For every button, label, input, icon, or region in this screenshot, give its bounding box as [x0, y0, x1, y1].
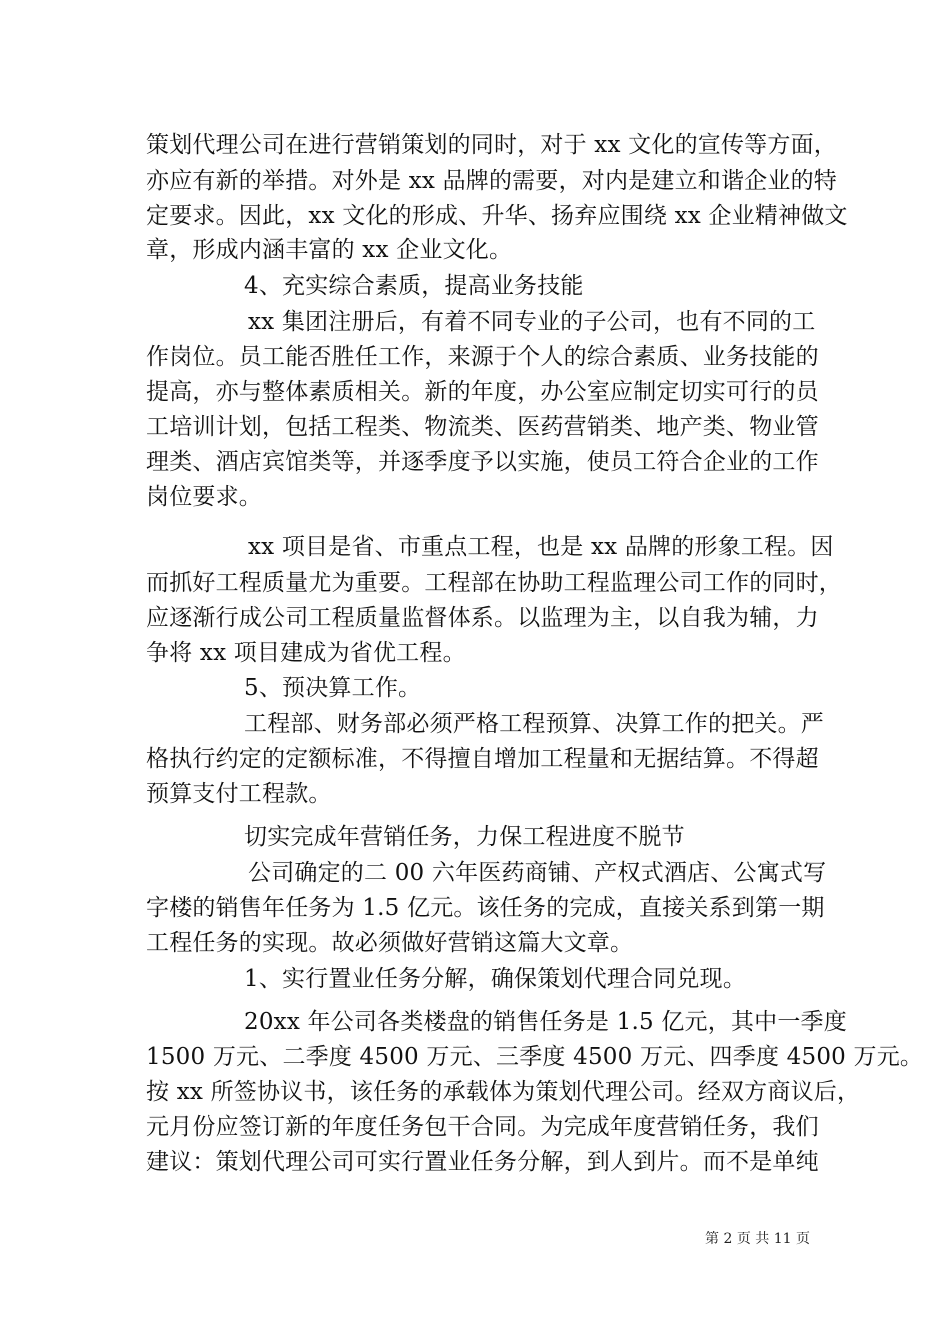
paragraph-line: 岗位要求。 — [146, 484, 262, 510]
section-heading: 1、实行置业任务分解，确保策划代理合同兑现。 — [244, 966, 747, 992]
paragraph-line: 格执行约定的定额标准，不得擅自增加工程量和无据结算。不得超 — [146, 746, 819, 772]
paragraph-line: 工程任务的实现。故必须做好营销这篇大文章。 — [146, 930, 634, 956]
paragraph-line: 定要求。因此，xx 文化的形成、升华、扬弃应围绕 xx 企业精神做文 — [146, 203, 848, 229]
section-heading: 4、充实综合素质，提高业务技能 — [244, 273, 584, 299]
paragraph-line: 争将 xx 项目建成为省优工程。 — [146, 640, 466, 666]
paragraph-line: 元月份应签订新的年度任务包干合同。为完成年度营销任务，我们 — [146, 1114, 819, 1140]
paragraph-line: 策划代理公司在进行营销策划的同时，对于 xx 文化的宣传等方面， — [146, 132, 837, 158]
paragraph-line: 提高，亦与整体素质相关。新的年度，办公室应制定切实可行的员 — [146, 379, 819, 405]
paragraph-line: 1500 万元、二季度 4500 万元、三季度 4500 万元、四季度 4500 万元。 — [146, 1044, 924, 1070]
section-heading: 切实完成年营销任务，力保工程进度不脱节 — [244, 824, 685, 850]
paragraph-line: 而抓好工程质量尤为重要。工程部在协助工程监理公司工作的同时， — [146, 570, 842, 596]
paragraph-line: 工程部、财务部必须严格工程预算、决算工作的把关。严 — [244, 711, 824, 737]
paragraph-line: 按 xx 所签协议书，该任务的承载体为策划代理公司。经双方商议后， — [146, 1079, 861, 1105]
page-number: 第 2 页 共 11 页 — [705, 1231, 810, 1247]
paragraph-line: 作岗位。员工能否胜任工作，来源于个人的综合素质、业务技能的 — [146, 344, 819, 370]
paragraph-line: xx 项目是省、市重点工程，也是 xx 品牌的形象工程。因 — [248, 534, 834, 560]
paragraph-line: 建议：策划代理公司可实行置业任务分解，到人到片。而不是单纯 — [146, 1149, 819, 1175]
paragraph-line: 亦应有新的举措。对外是 xx 品牌的需要，对内是建立和谐企业的特 — [146, 168, 837, 194]
paragraph-line: 应逐渐行成公司工程质量监督体系。以监理为主，以自我为辅，力 — [146, 605, 819, 631]
paragraph-line: xx 集团注册后，有着不同专业的子公司，也有不同的工 — [248, 309, 816, 335]
paragraph-line: 章，形成内涵丰富的 xx 企业文化。 — [146, 237, 513, 263]
paragraph-line: 工培训计划，包括工程类、物流类、医药营销类、地产类、物业管 — [146, 414, 819, 440]
section-heading: 5、预决算工作。 — [244, 675, 422, 701]
paragraph-line: 理类、酒店宾馆类等，并逐季度予以实施，使员工符合企业的工作 — [146, 449, 819, 475]
paragraph-line: 公司确定的二 00 六年医药商铺、产权式酒店、公寓式写 — [248, 860, 827, 886]
paragraph-line: 预算支付工程款。 — [146, 781, 332, 807]
paragraph-line: 20xx 年公司各类楼盘的销售任务是 1.5 亿元，其中一季度 — [244, 1009, 847, 1035]
paragraph-line: 字楼的销售年任务为 1.5 亿元。该任务的完成，直接关系到第一期 — [146, 895, 825, 921]
